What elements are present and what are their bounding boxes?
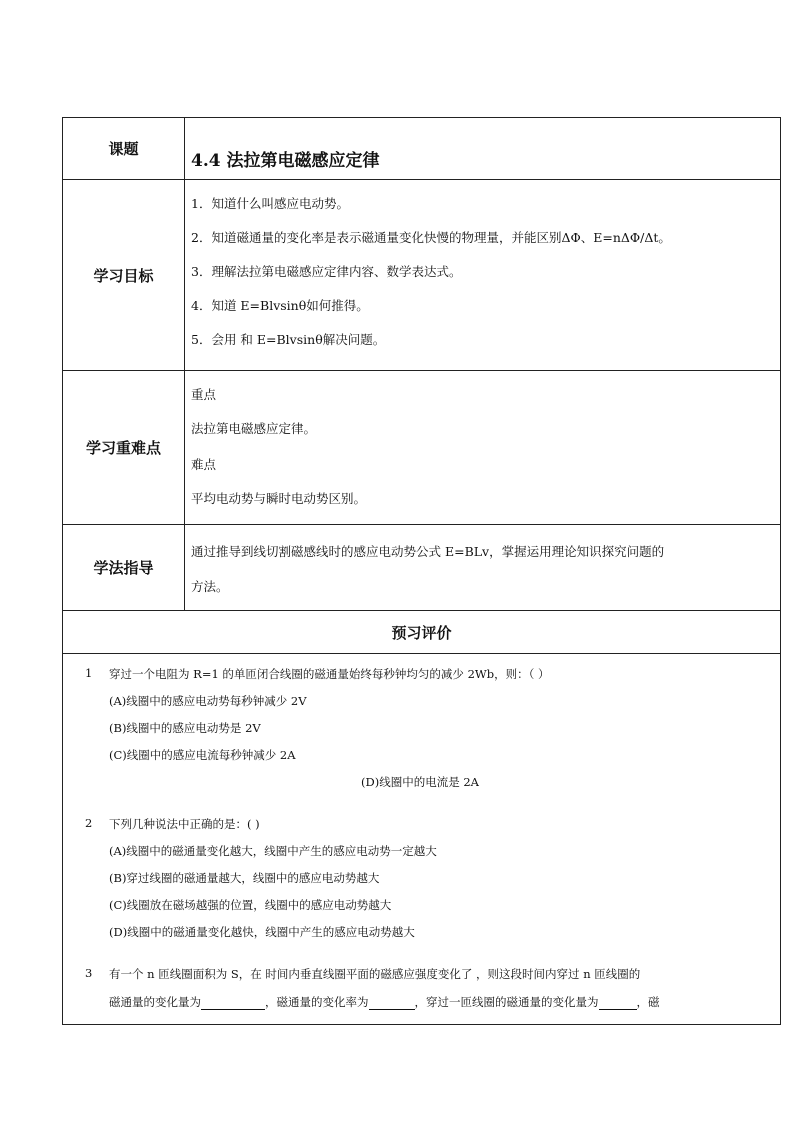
lesson-title: 4.4 法拉第电磁感应定律 [191,151,380,171]
title-cell [185,118,780,179]
title-row [63,118,780,180]
lesson-plan-table [62,117,781,1025]
key-points-cell [185,371,780,524]
question-stem: 有一个 n 匝线圈面积为 S，在 时间内垂直线圈平面的磁感应强度变化了 ，则这段时间内穿过 n 匝线圈的 [109,967,641,981]
question-number: 3 [85,966,93,980]
key-point-heading: 重点 [191,387,217,402]
q3-text-d: ，磁 [636,995,660,1009]
method-label: 学法指导 [63,525,185,610]
question-stem: 下列几种说法中正确的是：( ) [109,817,260,831]
key-point-text: 法拉第电磁感应定律。 [191,421,317,436]
question-option: (B)线圈中的感应电动势是 2V [109,721,261,735]
question-option: (C)线圈放在磁场越强的位置，线圈中的感应电动势越大 [109,898,392,912]
key-points-label: 学习重难点 [63,371,185,524]
q3-text-b: ，磁通量的变化率为 [265,995,369,1009]
method-text-line: 方法。 [191,579,229,594]
q3-text-a: 磁通量的变化量为 [109,995,201,1009]
questions-area [63,654,780,1024]
objective-item: 4．知道 E=Blvsinθ如何推得。 [191,298,369,313]
question-number: 1 [85,666,93,680]
q3-text-c: ，穿过一匝线圈的磁通量的变化量为 [414,995,599,1009]
objectives-label: 学习目标 [63,180,185,370]
question-option: (C)线圈中的感应电流每秒钟减少 2A [109,748,296,762]
objective-item: 2．知道磁通量的变化率是表示磁通量变化快慢的物理量，并能区别ΔΦ、E=nΔΦ/Δt。 [191,230,671,245]
question-option: (A)线圈中的感应电动势每秒钟减少 2V [109,694,307,708]
question-option: (D)线圈中的电流是 2A [361,775,479,789]
question-option: (B)穿过线圈的磁通量越大，线圈中的感应电动势越大 [109,871,380,885]
objective-item: 1．知道什么叫感应电动势。 [191,196,349,211]
method-cell [185,525,780,610]
preview-heading-row [63,611,780,654]
title-label: 课题 [63,118,185,179]
difficulty-heading: 难点 [191,457,217,472]
question-option: (D)线圈中的磁通量变化越快，线圈中产生的感应电动势越大 [109,925,415,939]
objectives-row [63,180,780,371]
answer-blank[interactable] [599,997,637,1010]
preview-heading: 预习评价 [391,624,452,642]
question-option: (A)线圈中的磁通量变化越大，线圈中产生的感应电动势一定越大 [109,844,437,858]
key-points-row [63,371,780,525]
method-row [63,525,780,611]
question-stem: 穿过一个电阻为 R=1 的单匝闭合线圈的磁通量始终每秒钟均匀的减少 2Wb，则：（ ） [109,667,550,681]
objective-item: 5．会用 和 E=Blvsinθ解决问题。 [191,332,386,347]
objective-item: 3．理解法拉第电磁感应定律内容、数学表达式。 [191,264,462,279]
method-text-line: 通过推导到线切割磁感线时的感应电动势公式 E=BLv，掌握运用理论知识探究问题的 [191,544,665,559]
difficulty-text: 平均电动势与瞬时电动势区别。 [191,491,367,506]
answer-blank[interactable] [201,997,265,1010]
question-number: 2 [85,816,93,830]
answer-blank[interactable] [369,997,415,1010]
objectives-cell [185,180,780,370]
question-stem-line2 [109,994,660,1010]
